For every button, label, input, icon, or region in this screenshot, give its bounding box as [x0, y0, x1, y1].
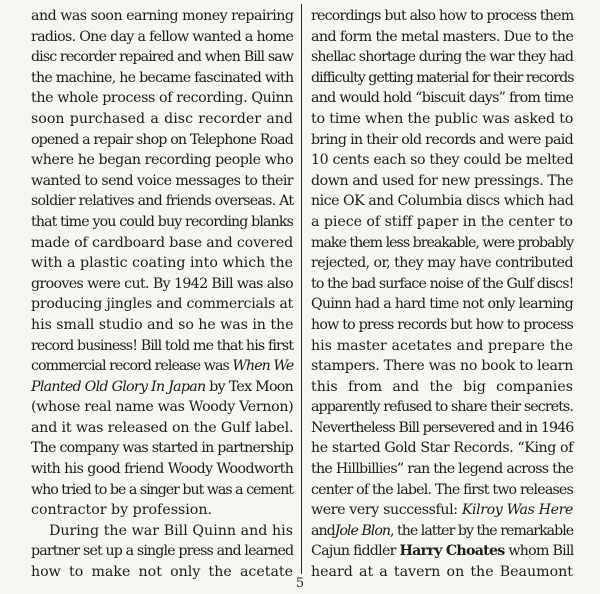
- song-title: When We: [232, 358, 294, 375]
- text-line: opened a repair shop on Telephone Road: [31, 131, 293, 148]
- text-line: soldier relatives and friends overseas. At: [31, 193, 294, 210]
- left-column: [31, 6, 293, 583]
- text-line: shellac shortage during the war they had: [311, 49, 574, 66]
- text-line: the whole process of recording. Quinn: [31, 90, 294, 107]
- text-run: were very successful:: [311, 502, 458, 519]
- text-line: to time when the public was asked to: [311, 110, 574, 127]
- song-title: Jole Blon: [334, 522, 391, 539]
- text-line: During the war Bill Quinn and his: [49, 522, 293, 539]
- text-line: this from and the big companies: [311, 378, 573, 395]
- text-line: producing jingles and commercials at: [31, 296, 293, 313]
- song-title: Kilroy Was Here: [461, 502, 573, 519]
- text-line: [31, 377, 293, 398]
- text-line: his master acetates and prepare the: [311, 337, 573, 354]
- artist-name: Harry Choates: [399, 543, 505, 560]
- text-line: soon purchased a disc recorder and: [31, 110, 293, 127]
- text-run: commercial record release was: [31, 358, 229, 375]
- text-line: recordings but also how to process them: [311, 8, 574, 24]
- text-line: contractor by profession.: [31, 502, 212, 519]
- text-line: disc recorder repaired and when Bill saw: [31, 49, 293, 66]
- song-title: Planted Old Glory In Japan: [31, 378, 206, 395]
- text-line: that time you could buy recording blanks: [31, 213, 293, 230]
- text-line: where he began recording people who: [31, 152, 294, 169]
- text-line: partner set up a single press and learned: [31, 543, 294, 560]
- text-run: , the latter by the remarkable: [390, 522, 574, 539]
- text-line: stampers. There was no book to learn: [311, 358, 574, 375]
- text-run: and: [311, 522, 335, 539]
- text-line: and it was released on the Gulf label.: [31, 419, 294, 436]
- text-line: rejected, or, they may have contributed: [311, 255, 573, 272]
- text-line: difficulty getting material for their records: [311, 69, 574, 86]
- text-line: who tried to be a singer but was a cement: [31, 481, 293, 498]
- text-line: apparently refused to share their secrets.: [311, 399, 573, 416]
- text-line: and would hold “biscuit days” from time: [311, 90, 574, 107]
- text-line: nice OK and Columbia discs which had: [311, 193, 574, 210]
- text-line: grooves were cut. By 1942 Bill was also: [31, 275, 293, 292]
- text-line: with his good friend Woody Woodworth: [31, 461, 294, 478]
- text-line: Quinn had a hard time not only learning: [311, 296, 573, 313]
- text-line: bring in their old records and were paid: [311, 131, 573, 148]
- page-number: 5: [295, 576, 305, 591]
- text-line: record business! Bill told me that his first: [31, 337, 294, 354]
- text-line: made of cardboard base and covered: [31, 234, 294, 251]
- text-line: Nevertheless Bill persevered and in 1946: [311, 419, 574, 436]
- text-line: wanted to send voice messages to their: [31, 172, 293, 189]
- text-line: [311, 541, 573, 562]
- text-line: [311, 500, 573, 521]
- text-line: The company was started in partnership: [31, 440, 293, 457]
- text-line: radios. One day a fellow wanted a home: [31, 28, 294, 45]
- text-run: Cajun fiddler: [311, 543, 396, 560]
- text-line: the Hillbillies” ran the legend across the: [311, 461, 574, 478]
- text-line: a piece of stiff paper in the center to: [311, 213, 574, 230]
- text-line: he started Gold Star Records. “King of: [311, 440, 573, 457]
- text-line: to the bad surface noise of the Gulf discs!: [311, 275, 574, 292]
- column-divider: [301, 4, 302, 574]
- text-line: with a plastic coating into which the: [31, 255, 294, 272]
- text-line: 10 cents each so they could be melted: [311, 152, 574, 169]
- text-line: make them less breakable, were probably: [311, 234, 574, 251]
- text-line: heard at a tavern on the Beaumont: [311, 564, 573, 581]
- text-line: center of the label. The first two releases: [311, 481, 573, 498]
- right-column: [311, 6, 573, 583]
- text-line: and form the metal masters. Due to the: [311, 28, 574, 45]
- text-line: [311, 521, 573, 542]
- text-line: his small studio and so he was in the: [31, 316, 294, 333]
- text-line: (whose real name was Woody Vernon): [31, 399, 294, 416]
- text-line: the machine, he became fascinated with: [31, 69, 294, 86]
- text-line: how to press records but how to process: [311, 316, 573, 333]
- text-line: and was soon earning money repairing: [31, 8, 294, 24]
- text-run: whom Bill: [508, 543, 574, 560]
- text-line: down and used for new pressings. The: [311, 172, 574, 189]
- text-line: how to make not only the acetate: [31, 564, 293, 581]
- text-line: [31, 356, 293, 377]
- text-run: by Tex Moon: [209, 378, 294, 395]
